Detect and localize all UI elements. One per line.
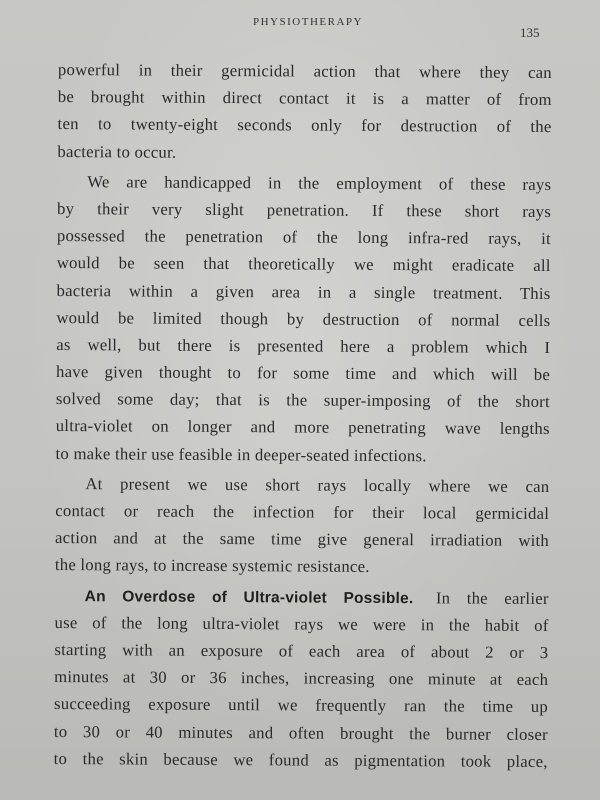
heading-line-text: In the earlier	[435, 587, 549, 608]
page-number: 135	[520, 25, 540, 40]
text-line: powerful in their germicidal action that where they can	[57, 59, 552, 83]
text-line: to the skin because we found as pigmentation took place,	[53, 748, 548, 771]
paragraph	[55, 168, 551, 470]
text-line: the long rays, to increase systemic resistance.	[54, 555, 370, 577]
text-line: action and at the same time give general irradiation with	[54, 528, 550, 551]
text-line: solved some day; that is the super-imposing of the short	[55, 389, 550, 412]
running-head	[0, 16, 600, 38]
text-line: possessed the penetration of the long infra-red rays, it	[56, 226, 551, 249]
text-line: At present we use short rays locally where we can	[85, 473, 550, 496]
text-line: by their very slight penetration. If these short rays	[57, 198, 552, 221]
paragraph	[57, 56, 552, 168]
text-line: have given thought to for some time and which will be	[56, 362, 551, 385]
text-line: starting with an exposure of each area of about 2 or 3	[54, 639, 549, 662]
paragraph	[54, 582, 549, 775]
text-line: use of the long ultra-violet rays we were in the habit of	[54, 612, 549, 635]
text-line: contact or reach the infection for their local germicidal	[55, 500, 550, 524]
text-line: bacteria within a given area in a single treatment. This	[56, 280, 551, 303]
text-line: to 30 or 40 minutes and often brought the burner closer	[53, 721, 548, 744]
text-line: minutes at 30 or 36 inches, increasing one minute at each	[54, 667, 549, 690]
running-head-title: PHYSIOTHERAPY	[253, 16, 363, 28]
text-line: We are handicapped in the employment of these rays	[87, 171, 552, 194]
body-text	[54, 56, 552, 775]
paragraph	[55, 470, 550, 582]
text-line: would be limited though by destruction of normal cells	[56, 307, 551, 330]
text-line: ten to twenty-eight seconds only for destruction of the	[57, 114, 552, 137]
text-line: to make their use feasible in deeper-seated infections.	[55, 443, 427, 465]
text-line: succeeding exposure until we frequently ran the time up	[53, 694, 549, 717]
text-line: would be seen that theoretically we might eradicate all	[56, 253, 551, 276]
section-heading: An Overdose of Ultra-violet Possible.	[84, 587, 414, 607]
text-line: bacteria to occur.	[57, 141, 177, 162]
text-line: as well, but there is presented here a problem which I	[56, 334, 551, 357]
text-line: be brought within direct contact it is a matter of from	[57, 87, 552, 110]
text-line	[55, 582, 549, 612]
text-line: ultra-violet on longer and more penetrating wave lengths	[55, 416, 550, 439]
